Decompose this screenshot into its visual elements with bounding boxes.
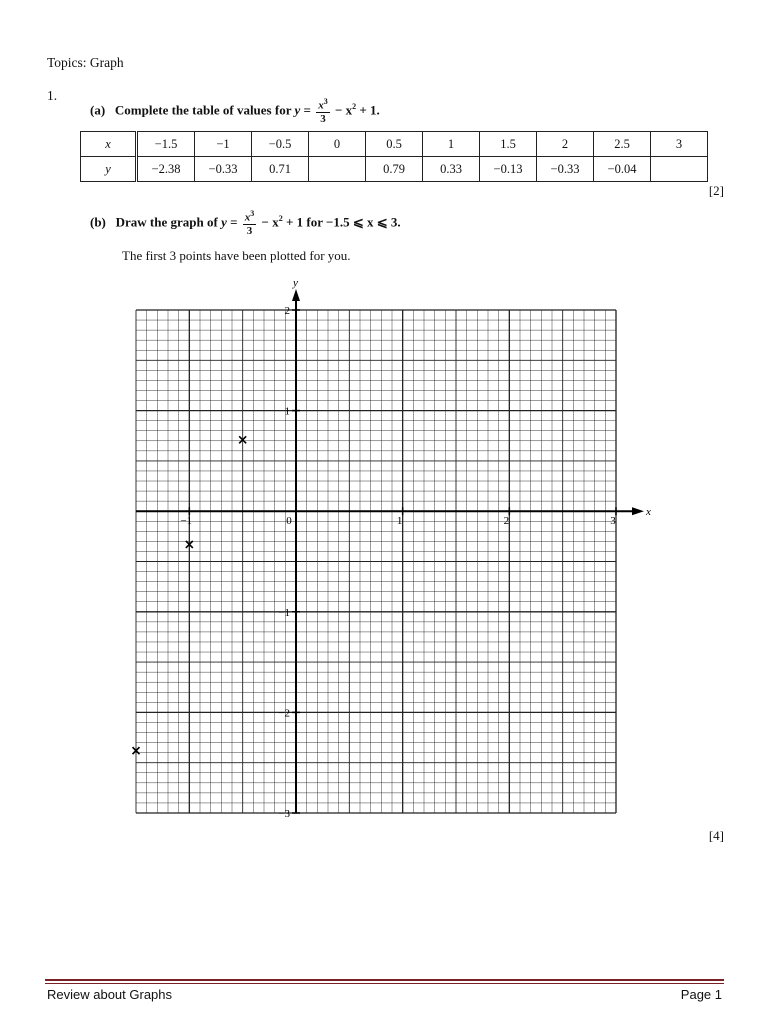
part-a-eq-num-exp: 3	[323, 97, 328, 106]
marks-part-b: [4]	[708, 828, 724, 843]
table-cell-x: −1	[195, 132, 252, 157]
table-cell-x: 2.5	[594, 132, 651, 157]
y-tick-label: −2	[278, 707, 290, 720]
table-cell-x: 1	[423, 132, 480, 157]
x-tick-label: 0	[286, 515, 292, 528]
table-cell-x: −1.5	[137, 132, 195, 157]
table-cell-x: 1.5	[480, 132, 537, 157]
grid	[136, 310, 616, 813]
topic-heading: Topics: Graph	[47, 55, 124, 70]
table-cell-y: −0.13	[480, 157, 537, 182]
y-tick-label: −1	[278, 606, 290, 619]
part-b-eq-num: x	[244, 211, 251, 224]
x-tick-label: 3	[610, 515, 616, 528]
part-b-eq-equals: =	[230, 214, 238, 230]
part-a-eq-rest: − x	[334, 102, 353, 118]
y-tick-label: 1	[284, 405, 290, 418]
y-tick-label: −3	[278, 808, 290, 820]
part-a-eq-rest-exp: 2	[352, 101, 357, 111]
table-cell-y: −0.33	[195, 157, 252, 182]
part-a-eq-y: y	[294, 102, 301, 118]
y-tick-label: 2	[284, 305, 290, 317]
table-cell-x: 0	[309, 132, 366, 157]
part-a-eq-den: 3	[320, 112, 326, 125]
axes	[136, 289, 644, 813]
part-b-eq-den: 3	[246, 224, 253, 237]
question-number: 1.	[47, 88, 58, 103]
table-cell-x: −0.5	[252, 132, 309, 157]
table-cell-y: −0.33	[537, 157, 594, 182]
x-axis-label: x	[646, 506, 651, 519]
marks-part-a: [2]	[708, 183, 724, 198]
footer-title: Review about Graphs	[47, 987, 173, 1002]
part-a-label: (a)	[90, 102, 106, 118]
x-tick-label: −1	[180, 515, 193, 528]
x-tick-label: 2	[503, 515, 510, 528]
footer-divider	[45, 979, 724, 981]
tick-labels	[180, 277, 651, 820]
part-b-text: Draw the graph of	[115, 214, 218, 230]
part-a-eq-num: x	[318, 99, 324, 112]
table-cell-x: 0.5	[366, 132, 423, 157]
table-cell-x: 2	[537, 132, 594, 157]
table-cell-x: 3	[651, 132, 708, 157]
table-cell-y: −0.04	[594, 157, 651, 182]
table-x-label: x	[81, 132, 137, 157]
table-cell-y: 0.33	[423, 157, 480, 182]
y-axis-arrow	[292, 289, 300, 301]
table-cell-y: −2.38	[137, 157, 195, 182]
plotting-note: The first 3 points have been plotted for you.	[122, 248, 351, 263]
part-a-eq-tail: + 1.	[359, 102, 380, 118]
part-b-eq-y: y	[221, 214, 227, 230]
part-a-text: Complete the table of values for	[114, 102, 292, 118]
part-b-label: (b)	[90, 214, 106, 230]
table-y-label: y	[81, 157, 137, 182]
page-number: Page 1	[680, 987, 722, 1002]
x-tick-label: 1	[396, 515, 403, 528]
x-axis-arrow	[632, 507, 644, 515]
table-cell-y: 0.71	[252, 157, 309, 182]
part-a-eq-equals: =	[303, 102, 311, 118]
part-b-eq-num-exp: 3	[250, 209, 255, 218]
table-cell-y: 0.79	[366, 157, 423, 182]
footer-divider-thin	[45, 983, 724, 984]
part-b-eq-tail: + 1 for −1.5 ⩽ x ⩽ 3.	[285, 214, 401, 230]
part-b-eq-rest-exp: 2	[278, 213, 283, 223]
part-b-eq-rest: − x	[261, 214, 279, 230]
y-axis-label: y	[293, 277, 298, 289]
